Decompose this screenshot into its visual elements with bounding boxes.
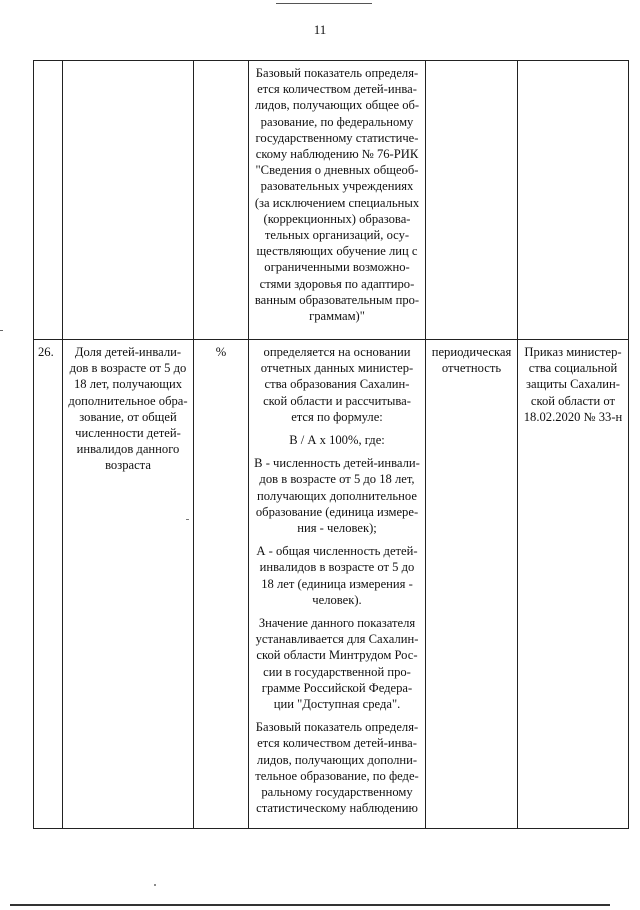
method-target-note: Значение данного показателя устанавливается для Сахалин- ской области Минтрудом Рос- сии в государственной про- грамме Российской Федера- ции "Доступная среда". [255, 616, 419, 712]
method-base-note: Базовый показатель определя- ется количеством детей-инва- лидов, получающих дополни- тельное образование, по феде- ральному государственному статистическому наблюдению [255, 720, 419, 816]
cell-number [34, 340, 63, 829]
scan-speck [186, 519, 189, 520]
top-scan-mark [276, 3, 372, 4]
cell-source [518, 340, 629, 829]
method-var-a: А - общая численность детей- инвалидов в возрасте от 5 до 18 лет (единица измерения - человек). [256, 544, 418, 607]
cell-periodicity [426, 61, 518, 340]
margin-scan-mark [0, 330, 3, 331]
periodicity-text: периодическая отчетность [431, 345, 512, 376]
cell-number [34, 61, 63, 340]
cell-indicator-name [63, 340, 194, 829]
source-text: Приказ министер- ства социальной защиты Сахалин- ской области от 18.02.2020 № 33-н [523, 345, 623, 424]
bottom-scan-rule [10, 904, 610, 906]
indicator-name: Доля детей-инвали- дов в возрасте от 5 до 18 лет, получающих дополнительное обра- зование, от общей численности детей- инвалидов данного возраста [68, 345, 188, 473]
unit-value: % [215, 345, 227, 359]
table-row-26 [34, 340, 629, 829]
method-var-b: В - численность детей-инвали- дов в возрасте от 5 до 18 лет, получающих дополнительное образование (единица измере- ния - человек); [254, 456, 420, 536]
cell-source [518, 61, 629, 340]
method-formula: В / А х 100%, где: [289, 433, 385, 448]
cell-calculation-method [249, 61, 426, 340]
cell-unit [194, 340, 249, 829]
table-row-continued [34, 61, 629, 340]
indicators-table [33, 60, 629, 829]
cell-calculation-method [249, 340, 426, 829]
method-text: Базовый показатель определя- ется количеством детей-инва- лидов, получающих общее об- разование, по федеральному государственному статистиче- скому наблюдению № 76-РИК "Сведения о дневных общеоб- разовательных учреждениях (за исключением специальных (коррекционных) образова- тельных организаций, осу- ществляющих обучение лиц с ограниченными возможно- стями здоровья по адаптиро- ванным образовательным про- граммам)" [254, 66, 420, 324]
cell-periodicity [426, 340, 518, 829]
row-number: 26. [38, 345, 54, 359]
method-intro: определяется на основании отчетных данных министер- ства образования Сахалин- ской области и рассчитыва- ется по формуле: [260, 345, 414, 424]
page-number: 11 [313, 22, 327, 37]
cell-indicator-name [63, 61, 194, 340]
cell-unit [194, 61, 249, 340]
scan-dot [154, 884, 156, 886]
